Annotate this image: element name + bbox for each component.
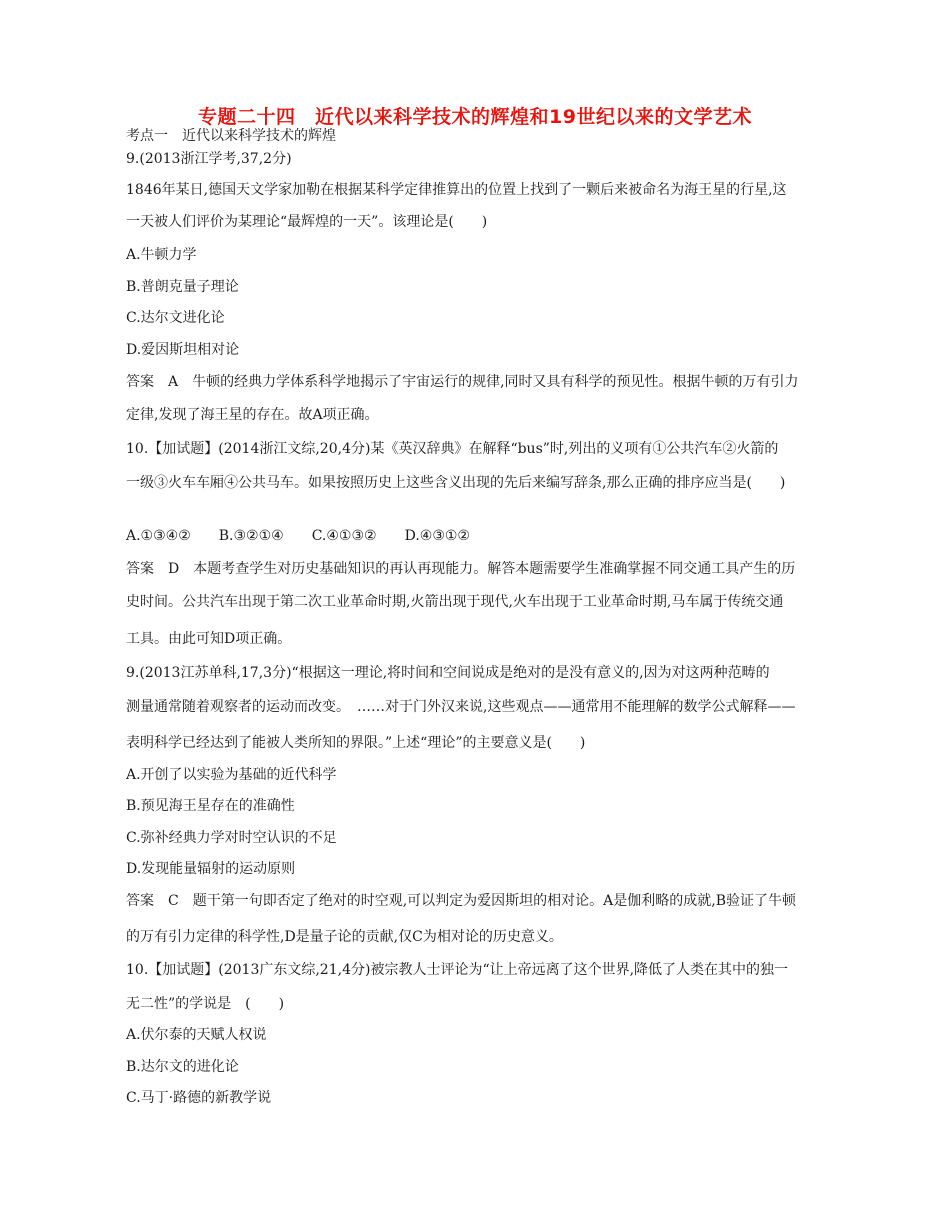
- q2-option-c: C.④①③②: [311, 528, 377, 544]
- q4-stem-line-1: 10.【加试题】(2013广东文综,21,4分)被宗教人士评论为“让上帝远离了这个世界,降低了人类在其中的独一: [126, 962, 789, 978]
- q3-answer-line-2: 的万有引力定律的科学性,D是量子论的贡献,仅C为相对论的历史意义。: [126, 929, 563, 945]
- q3-answer-line-1: 答案 C 题干第一句即否定了绝对的时空观,可以判定为爱因斯坦的相对论。A是伽利略的成就,B验证了牛顿: [126, 893, 797, 909]
- q3-option-a: A.开创了以实验为基础的近代科学: [126, 767, 337, 783]
- q3-option-c: C.弥补经典力学对时空认识的不足: [126, 830, 337, 846]
- q3-option-d: D.发现能量辐射的运动原则: [126, 861, 296, 877]
- q2-stem-line-2: 一级③火车车厢④公共马车。如果按照历史上这些含义出现的先后来编写辞条,那么正确的排序应当是( ): [126, 475, 786, 491]
- q1-answer-line-1: 答案 A 牛顿的经典力学体系科学地揭示了宇宙运行的规律,同时又具有科学的预见性。根据牛顿的万有引力: [126, 374, 799, 390]
- q2-option-d: D.④③①②: [404, 528, 470, 544]
- q4-option-a: A.伏尔泰的天赋人权说: [126, 1027, 267, 1043]
- q3-stem-line-1: 9.(2013江苏单科,17,3分)“根据这一理论,将时间和空间说成是绝对的是没有意义的,因为对这两种范畴的: [126, 665, 770, 681]
- section-heading: 考点一 近代以来科学技术的辉煌: [126, 128, 336, 144]
- q4-option-c: C.马丁·路德的新教学说: [126, 1090, 272, 1106]
- q1-option-a: A.牛顿力学: [126, 247, 197, 263]
- q1-stem-line-2: 一天被人们评价为某理论“最辉煌的一天”。该理论是( ): [126, 214, 488, 230]
- q2-stem-line-1: 10.【加试题】(2014浙江文综,20,4分)某《英汉辞典》在解释“bus”时,列出的义项有①公共汽车②火箭的: [126, 441, 779, 457]
- q2-answer-line-1: 答案 D 本题考查学生对历史基础知识的再认再现能力。解答本题需要学生准确掌握不同交通工具产生的历: [126, 561, 796, 577]
- q2-options-row: [126, 527, 470, 545]
- q1-stem-line-1: 1846年某日,德国天文学家加勒在根据某科学定律推算出的位置上找到了一颗后来被命名为海王星的行星,这: [126, 182, 787, 198]
- q1-option-c: C.达尔文进化论: [126, 310, 225, 326]
- q1-answer-line-2: 定律,发现了海王星的存在。故A项正确。: [126, 407, 379, 423]
- page-title: 专题二十四 近代以来科学技术的辉煌和19世纪以来的文学艺术: [198, 106, 752, 128]
- q4-option-b: B.达尔文的进化论: [126, 1059, 239, 1075]
- q4-stem-line-2: 无二性”的学说是 ( ): [126, 996, 285, 1012]
- q1-source: 9.(2013浙江学考,37,2分): [126, 151, 292, 167]
- q3-stem-line-3: 表明科学已经达到了能被人类所知的界限。”上述“理论”的主要意义是( ): [126, 735, 586, 751]
- q1-option-b: B.普朗克量子理论: [126, 279, 239, 295]
- q3-option-b: B.预见海王星存在的准确性: [126, 798, 295, 814]
- q3-stem-line-2: 测量通常随着观察者的运动而改变。 ……对于门外汉来说,这些观点——通常用不能理解的数学公式解释——: [126, 699, 796, 715]
- q2-option-a: A.①③④②: [126, 528, 191, 544]
- q1-option-d: D.爱因斯坦相对论: [126, 342, 240, 358]
- q2-option-b: B.③②①④: [218, 528, 284, 544]
- q2-answer-line-3: 工具。由此可知D项正确。: [126, 631, 292, 647]
- q2-answer-line-2: 史时间。公共汽车出现于第二次工业革命时期,火箭出现于现代,火车出现于工业革命时期,马车属于传统交通: [126, 594, 784, 610]
